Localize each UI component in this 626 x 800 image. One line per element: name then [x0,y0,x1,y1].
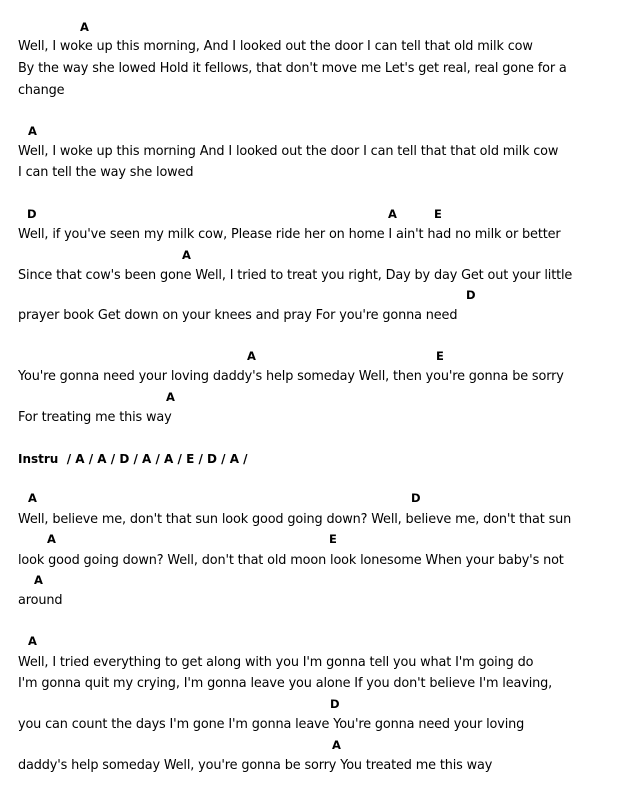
lyric-line: Well, I woke up this morning And I looked out the door I can tell that that old milk cow [18,144,559,159]
chord-label: A [28,634,37,648]
chord-label: D [466,288,476,302]
chord-label: A [47,532,56,546]
instrumental-line [18,452,248,466]
instrumental-label: Instru [18,452,59,466]
lyric-line: Well, if you've seen my milk cow, Please ride her on home I ain't had no milk or better [18,227,561,242]
lyric-line: I can tell the way she lowed [18,165,194,180]
lyric-line: change [18,83,65,98]
chord-label: A [182,248,191,262]
lyric-line: you can count the days I'm gone I'm gonna leave You're gonna need your loving [18,717,525,732]
chord-label: A [28,491,37,505]
chord-label: A [80,20,89,34]
chord-label: E [436,349,444,363]
lyric-line: daddy's help someday Well, you're gonna be sorry You treated me this way [18,758,493,773]
lyric-line: Well, I tried everything to get along with you I'm gonna tell you what I'm going do [18,655,534,670]
chord-label: A [34,573,43,587]
instrumental-progression: / A / A / D / A / A / E / D / A / [66,452,248,466]
chord-label: D [27,207,37,221]
chord-label: D [411,491,421,505]
chord-label: A [28,124,37,138]
lyric-line: You're gonna need your loving daddy's help someday Well, then you're gonna be sorry [18,369,564,384]
chord-label: A [332,738,341,752]
lyric-line: By the way she lowed Hold it fellows, that don't move me Let's get real, real gone for a [18,61,567,76]
chord-label: A [166,390,175,404]
chord-label: A [247,349,256,363]
lyric-line: prayer book Get down on your knees and pray For you're gonna need [18,308,458,323]
chord-label: A [388,207,397,221]
lyric-line: I'm gonna quit my crying, I'm gonna leave you alone If you don't believe I'm leaving, [18,676,553,691]
chord-label: E [434,207,442,221]
lyric-line: around [18,593,63,608]
lyric-line: Well, I woke up this morning, And I looked out the door I can tell that old milk cow [18,39,533,54]
lyric-line: Well, believe me, don't that sun look good going down? Well, believe me, don't that sun [18,512,572,527]
lyric-line: For treating me this way [18,410,172,425]
lyric-line: look good going down? Well, don't that old moon look lonesome When your baby's not [18,553,564,568]
lyric-line: Since that cow's been gone Well, I tried to treat you right, Day by day Get out your little [18,268,573,283]
chord-label: E [329,532,337,546]
chord-label: D [330,697,340,711]
